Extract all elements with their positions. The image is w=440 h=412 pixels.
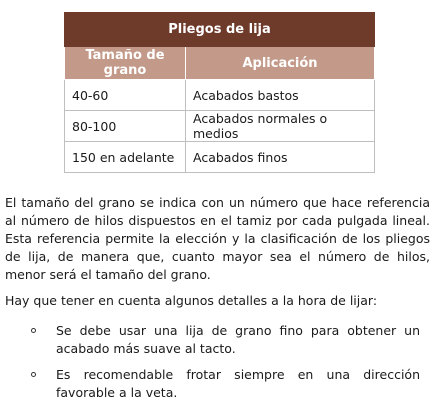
sanding-tips-list [0, 322, 420, 410]
application-cell: Acabados bastos [186, 80, 375, 111]
list-item [0, 322, 420, 358]
sandpaper-table-container [64, 12, 374, 173]
grain-size-cell: 150 en adelante [65, 142, 186, 173]
grain-size-paragraph: El tamaño del grano se indica con un número que hace referencia al número de hilos dispuestos en el tamiz por cada pulgada lineal. Esta referencia permite la elección y la clasificación de los pliegos de lija, de manera que, cuanto mayor sea el número de hilos, menor será el tamaño del grano. [5, 195, 430, 282]
table-row [65, 80, 375, 111]
column-header-application: Aplicación [186, 47, 375, 80]
sanding-details-intro: Hay que tener en cuenta algunos detalles a la hora de lijar: [5, 293, 378, 308]
application-cell: Acabados finos [186, 142, 375, 173]
grain-size-cell: 80-100 [65, 111, 186, 142]
grain-size-cell: 40-60 [65, 80, 186, 111]
bullet-circle-icon [31, 372, 36, 377]
application-cell: Acabados normales o medios [186, 111, 375, 142]
table-title: Pliegos de lija [65, 13, 375, 47]
bullet-circle-icon [31, 328, 36, 333]
sandpaper-table [64, 12, 375, 173]
table-row [65, 142, 375, 173]
list-item [0, 366, 420, 402]
table-header-row [65, 47, 375, 80]
table-title-row [65, 13, 375, 47]
list-item-text: Se debe usar una lija de grano fino para obtener un acabado más suave al tacto. [56, 323, 420, 356]
column-header-grain-size: Tamaño de grano [65, 47, 186, 80]
table-row [65, 111, 375, 142]
list-item-text: Es recomendable frotar siempre en una dirección favorable a la veta. [56, 367, 420, 400]
